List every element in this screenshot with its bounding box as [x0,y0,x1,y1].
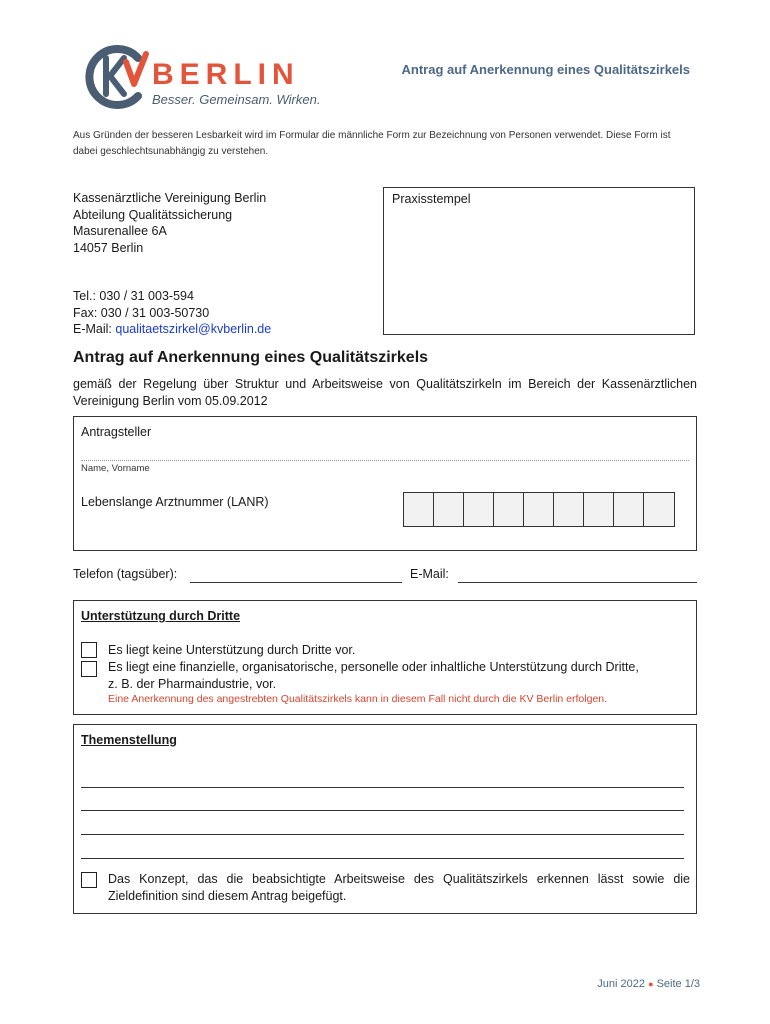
thema-input-line[interactable] [81,810,684,811]
thema-section [73,724,697,914]
intro-text: Aus Gründen der besseren Lesbarkeit wird im Formular die männliche Form zur Bezeichnung von Personen verwendet. Diese Form ist dabei geschlechtsunabhängig zu verstehen. [73,130,671,157]
lanr-input[interactable] [403,492,675,527]
konzept-label: Das Konzept, das die beabsichtigte Arbeitsweise des Qualitätszirkels erkennen lässt sowie die Zieldefinition sind diesem Antrag beigefügt. [108,872,690,903]
email-field-label: E-Mail: [410,567,449,581]
lanr-digit-cell[interactable] [434,493,464,526]
footer-page: Seite 1/3 [656,978,700,990]
form-subtitle: gemäß der Regelung über Struktur und Arbeitsweise von Qualitätszirkeln im Bereich der Kassenärztlichen Vereinigung Berlin vom 05.09.2012 [73,377,697,408]
konzept-checkbox[interactable] [81,872,97,888]
form-title: Antrag auf Anerkennung eines Qualitätszirkels [73,349,429,366]
support-heading: Unterstützung durch Dritte [81,609,241,623]
thema-input-line[interactable] [81,787,684,788]
support-checkbox[interactable] [81,661,97,677]
recipient-contact [73,288,271,338]
name-input-line[interactable] [81,460,689,461]
logo-text: BERLIN [152,58,300,91]
lanr-digit-cell[interactable] [404,493,434,526]
praxisstempel-label: Praxisstempel [392,192,471,206]
name-label: Name, Vorname [81,463,150,474]
phone-label: Telefon (tagsüber): [73,567,178,581]
support-section [73,600,697,715]
kv-logo-icon [80,44,152,110]
no-support-label: Es liegt keine Unterstützung durch Dritte vor. [108,643,356,657]
thema-input-line[interactable] [81,858,684,859]
antragsteller-label: Antragsteller [81,425,152,439]
support-warning: Eine Anerkennung des angestrebten Qualitätszirkels kann in diesem Fall nicht durch die KV Berlin erfolgen. [108,693,608,705]
no-support-checkbox[interactable] [81,642,97,658]
thema-heading: Themenstellung [81,733,177,747]
email-prefix: E-Mail: [73,322,116,336]
lanr-digit-cell[interactable] [614,493,644,526]
email-line [73,321,271,338]
lanr-digit-cell[interactable] [554,493,584,526]
lanr-digit-cell[interactable] [584,493,614,526]
email-link[interactable]: qualitaetszirkel@kvberlin.de [115,322,272,336]
address-line: Kassenärztliche Vereinigung Berlin [73,191,267,205]
address-line: Abteilung Qualitätssicherung [73,207,233,222]
recipient-address [73,190,266,256]
logo-slogan: Besser. Gemeinsam. Wirken. [152,92,321,107]
page-footer [597,978,700,990]
footer-date: Juni 2022 [597,978,646,990]
fax-line: Fax: 030 / 31 003-50730 [73,305,210,320]
lanr-digit-cell[interactable] [644,493,674,526]
thema-input-line[interactable] [81,834,684,835]
lanr-label: Lebenslange Arztnummer (LANR) [81,495,269,509]
address-line: Masurenallee 6A [73,224,167,238]
lanr-digit-cell[interactable] [494,493,524,526]
lanr-digit-cell[interactable] [464,493,494,526]
support-label-line2: z. B. der Pharmaindustrie, vor. [108,677,277,691]
support-label-line1: Es liegt eine finanzielle, organisatorische, personelle oder inhaltliche Unterstützung durch Dritte, [108,660,639,674]
phone-input-line[interactable] [190,582,402,583]
header-title: Antrag auf Anerkennung eines Qualitätszirkels [401,62,690,77]
praxisstempel-box [383,187,695,335]
antragsteller-section [73,416,697,551]
footer-dot-icon: ● [648,979,654,989]
email-input-line[interactable] [458,582,697,583]
tel-line: Tel.: 030 / 31 003-594 [73,289,194,303]
lanr-digit-cell[interactable] [524,493,554,526]
address-line: 14057 Berlin [73,240,144,255]
